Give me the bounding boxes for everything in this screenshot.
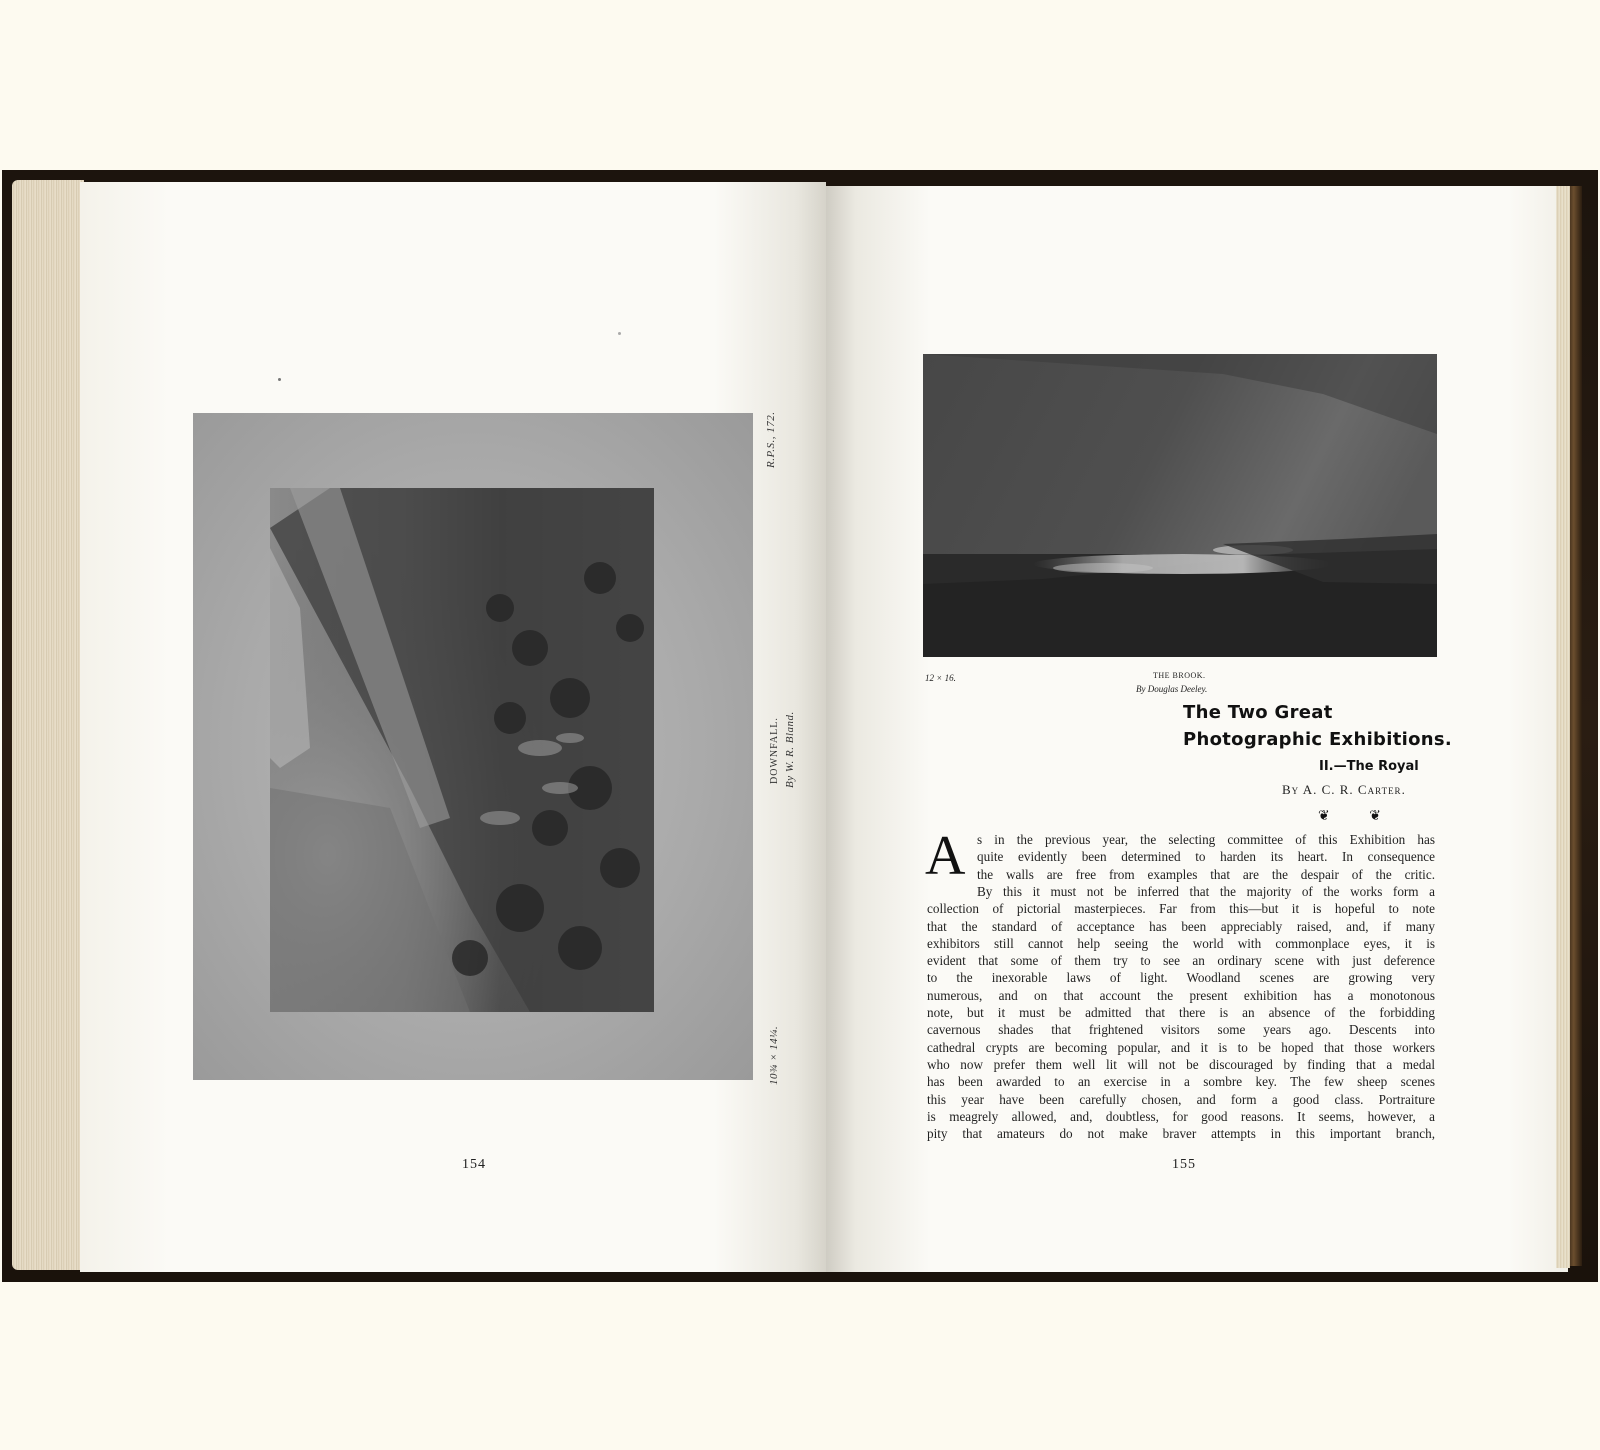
body-text-line: pity that amateurs do not make braver attempts in this important branch, (927, 1126, 1435, 1141)
page-number-left: 154 (462, 1157, 486, 1172)
dust-speck (618, 332, 621, 335)
body-text-line: cathedral crypts are becoming popular, and it is to be hoped that those workers (927, 1040, 1435, 1055)
body-text-line: has been awarded to an exercise in a sombre key. The few sheep scenes (927, 1074, 1435, 1089)
photo-size: 12 × 16. (925, 673, 956, 683)
the-brook-image (923, 354, 1437, 657)
body-text-line: s in the previous year, the selecting committee of this Exhibition has (977, 832, 1435, 847)
body-text-line: collection of pictorial masterpieces. Far from this—but it is hopeful to note (927, 901, 1435, 916)
body-text-line: who now prefer them well lit will not be discouraged by finding that a medal (927, 1057, 1435, 1072)
body-text-line: exhibitors still cannot help seeing the world with commonplace eyes, it is (927, 936, 1435, 951)
the-brook-photograph (923, 354, 1437, 657)
plate-size: 10¾ × 14¼. (768, 1025, 780, 1085)
downfall-landscape-image (270, 488, 654, 1012)
body-text-line: numerous, and on that account the present exhibition has a monotonous (927, 988, 1435, 1003)
page-stack-left (12, 180, 84, 1270)
plate-caption-title: DOWNFALL. (769, 717, 780, 784)
body-text-line: note, but it must be admitted that there is an absence of the forbidding (927, 1005, 1435, 1020)
article-byline: By A. C. R. Carter. (1282, 782, 1406, 797)
article-title-line-1: The Two Great (1183, 702, 1333, 723)
downfall-photograph (270, 488, 654, 1012)
article-subtitle: II.—The Royal (1319, 759, 1419, 774)
body-text-line: this year have been carefully chosen, and form a good class. Portraiture (927, 1092, 1435, 1107)
body-text-line: that the standard of acceptance has been appreciably raised, and, if many (927, 919, 1435, 934)
body-text-line: quite evidently been determined to harden its heart. In consequence (977, 849, 1435, 864)
photo-title: THE BROOK. (1153, 671, 1206, 680)
fleuron-ornament: ❦ ❦ (1318, 809, 1399, 824)
body-text-line: By this it must not be inferred that the majority of the works form a (977, 884, 1435, 899)
body-text-line: to the inexorable laws of light. Woodland scenes are growing very (927, 970, 1435, 985)
body-text-line: evident that some of them try to see an ordinary scene with just deference (927, 953, 1435, 968)
body-text-line: is meagrely allowed, and, doubtless, for good reasons. It seems, however, a (927, 1109, 1435, 1124)
body-text-line: the walls are free from examples that are the despair of the critic. (977, 867, 1435, 882)
article-title-line-2: Photographic Exhibitions. (1183, 729, 1453, 750)
page-stack-right (1556, 186, 1570, 1268)
plate-reference: R.P.S., 172. (765, 411, 777, 468)
cover-right-edge (1568, 186, 1582, 1266)
plate-caption-author: By W. R. Bland. (784, 711, 796, 788)
page-number-right: 155 (1172, 1157, 1196, 1172)
dust-speck (278, 378, 281, 381)
body-text-line: cavernous shades that frightened visitors some years ago. Descents into (927, 1022, 1435, 1037)
photo-author: By Douglas Deeley. (1136, 684, 1208, 694)
drop-cap: A (925, 825, 966, 887)
